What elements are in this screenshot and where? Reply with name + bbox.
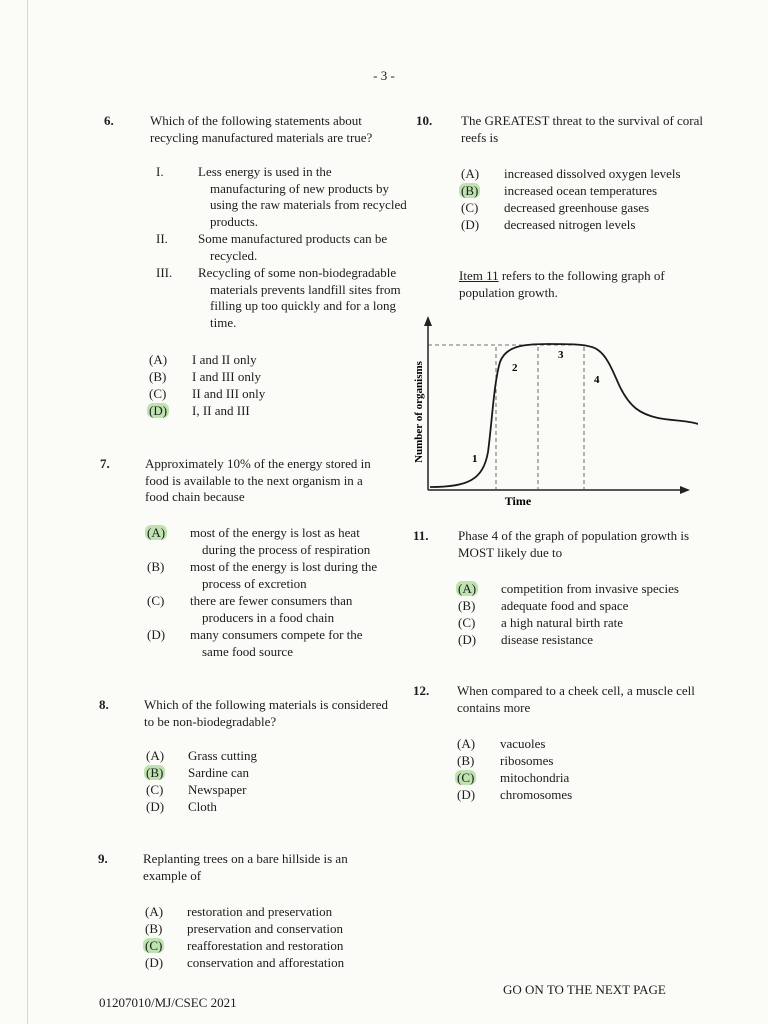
q6-number: 6. <box>104 113 114 128</box>
option-row <box>147 351 265 368</box>
option-text: I, II and III <box>192 403 250 418</box>
option-text: increased ocean temperatures <box>504 183 658 198</box>
option-row <box>145 592 389 626</box>
option-text: adequate food and space <box>501 598 629 613</box>
option-text: there are fewer consumers than producers in a food chain <box>190 593 353 625</box>
option-row <box>147 402 265 419</box>
option-label-marked: (B) <box>146 765 164 780</box>
option-label: (B) <box>149 369 167 384</box>
option-text: decreased nitrogen levels <box>504 217 636 232</box>
option-label: (B) <box>147 559 165 574</box>
option-label: (C) <box>146 782 164 797</box>
x-axis-label: Time <box>504 494 532 508</box>
option-row <box>143 920 344 937</box>
item11-ref: Item 11 <box>459 268 499 283</box>
x-axis-arrow <box>680 486 690 494</box>
option-text: restoration and preservation <box>187 904 333 919</box>
option-row <box>145 558 389 592</box>
option-row <box>456 614 679 631</box>
q8-stem: Which of the following materials is considered to be non-biodegradable? <box>144 697 389 729</box>
q11-stem: Phase 4 of the graph of population growth is MOST likely due to <box>458 528 690 560</box>
option-row <box>144 798 257 815</box>
option-label-marked: (A) <box>147 525 166 540</box>
item11-intro-text: refers to the following graph of population growth. <box>459 268 665 300</box>
statement-numeral: I. <box>156 164 164 179</box>
option-label: (B) <box>145 921 163 936</box>
q10-stem: The GREATEST threat to the survival of coral reefs is <box>461 113 704 145</box>
option-text: most of the energy is lost as heat during the process of respiration <box>190 525 371 557</box>
option-row <box>455 786 572 803</box>
option-label: (D) <box>146 799 165 814</box>
option-label: (C) <box>147 593 165 608</box>
option-row <box>455 769 572 786</box>
q6-options <box>147 351 265 419</box>
statement-numeral: II. <box>156 231 168 246</box>
q9-options <box>143 903 344 971</box>
option-text: ribosomes <box>500 753 554 768</box>
option-row <box>455 752 572 769</box>
option-label-marked: (C) <box>145 938 163 953</box>
option-label: (C) <box>149 386 167 401</box>
option-row <box>144 764 257 781</box>
option-label: (D) <box>458 632 477 647</box>
q11-options <box>456 580 679 648</box>
page-margin-line <box>27 0 28 1024</box>
q8-number: 8. <box>99 697 109 712</box>
y-axis-arrow <box>424 316 432 326</box>
option-row <box>456 631 679 648</box>
option-label: (C) <box>458 615 476 630</box>
statement-text: Recycling of some non-biodegradable materials prevents landfill sites from filling up too quickly and for a long time. <box>198 265 401 330</box>
option-text: Newspaper <box>188 782 247 797</box>
option-row <box>456 597 679 614</box>
option-text: vacuoles <box>500 736 546 751</box>
q12-stem: When compared to a cheek cell, a muscle cell contains more <box>457 683 695 715</box>
option-row <box>459 165 681 182</box>
y-axis-label: Number of organisms <box>413 361 425 463</box>
option-label-marked: (C) <box>457 770 475 785</box>
statement-row <box>150 164 408 230</box>
option-text: most of the energy is lost during the process of excretion <box>190 559 378 591</box>
option-label-marked: (B) <box>461 183 479 198</box>
option-text: mitochondria <box>500 770 570 785</box>
statement-text: Less energy is used in the manufacturing of new products by using the raw materials from recycled products. <box>198 164 407 229</box>
q10-number: 10. <box>416 113 433 128</box>
q12-options <box>455 735 572 803</box>
option-text: Cloth <box>188 799 217 814</box>
q7-stem: Approximately 10% of the energy stored in food is available to the next organism in a food chain because <box>145 456 371 504</box>
statement-row <box>150 265 408 331</box>
option-label: (D) <box>147 627 166 642</box>
option-row <box>455 735 572 752</box>
q11-number: 11. <box>413 528 429 543</box>
option-row <box>145 524 389 558</box>
option-row <box>459 199 681 216</box>
q9-stem: Replanting trees on a bare hillside is an example of <box>143 851 348 883</box>
q9-number: 9. <box>98 851 108 866</box>
phase-label-3: 3 <box>558 349 564 361</box>
option-label-marked: (D) <box>149 403 168 418</box>
population-growth-graph <box>408 312 698 512</box>
q12-number: 12. <box>413 683 430 698</box>
option-label: (B) <box>457 753 475 768</box>
growth-curve <box>430 344 698 487</box>
option-text: chromosomes <box>500 787 573 802</box>
option-row <box>144 747 257 764</box>
q6-stem: Which of the following statements about recycling manufactured materials are true? <box>150 113 373 145</box>
phase-label-4: 4 <box>594 374 600 386</box>
option-label: (B) <box>458 598 476 613</box>
statement-row <box>150 231 408 264</box>
option-row <box>459 182 681 199</box>
option-label: (A) <box>145 904 164 919</box>
option-row <box>144 781 257 798</box>
q10-options <box>459 165 681 233</box>
page-number: - 3 - <box>373 68 395 83</box>
q8-options <box>144 747 257 815</box>
option-label: (A) <box>457 736 476 751</box>
statement-text: Some manufactured products can be recycled. <box>198 231 388 263</box>
option-text: reafforestation and restoration <box>187 938 344 953</box>
option-row <box>147 368 265 385</box>
option-label-marked: (A) <box>458 581 477 596</box>
item11-intro <box>459 268 705 301</box>
option-text: Sardine can <box>188 765 250 780</box>
next-page-note: GO ON TO THE NEXT PAGE <box>503 982 666 997</box>
option-label: (A) <box>149 352 168 367</box>
option-row <box>459 216 681 233</box>
option-text: conservation and afforestation <box>187 955 345 970</box>
option-label: (D) <box>457 787 476 802</box>
option-text: a high natural birth rate <box>501 615 624 630</box>
option-text: II and III only <box>192 386 266 401</box>
option-text: I and II only <box>192 352 257 367</box>
option-row <box>143 937 344 954</box>
option-text: many consumers compete for the same food source <box>190 627 363 659</box>
option-text: I and III only <box>192 369 261 384</box>
option-row <box>143 903 344 920</box>
exam-code: 01207010/MJ/CSEC 2021 <box>99 995 237 1010</box>
option-text: decreased greenhouse gases <box>504 200 650 215</box>
option-label: (A) <box>146 748 165 763</box>
option-text: increased dissolved oxygen levels <box>504 166 681 181</box>
option-text: competition from invasive species <box>501 581 679 596</box>
option-text: disease resistance <box>501 632 594 647</box>
statement-numeral: III. <box>156 265 173 280</box>
option-row <box>145 626 389 660</box>
option-text: preservation and conservation <box>187 921 343 936</box>
option-row <box>147 385 265 402</box>
option-label: (C) <box>461 200 479 215</box>
phase-label-1: 1 <box>472 453 478 465</box>
option-label: (A) <box>461 166 480 181</box>
option-label: (D) <box>145 955 164 970</box>
q6-statements <box>150 164 408 332</box>
q7-number: 7. <box>100 456 110 471</box>
option-row <box>456 580 679 597</box>
q7-options <box>145 524 389 660</box>
option-text: Grass cutting <box>188 748 257 763</box>
option-row <box>143 954 344 971</box>
phase-label-2: 2 <box>512 362 518 374</box>
option-label: (D) <box>461 217 480 232</box>
